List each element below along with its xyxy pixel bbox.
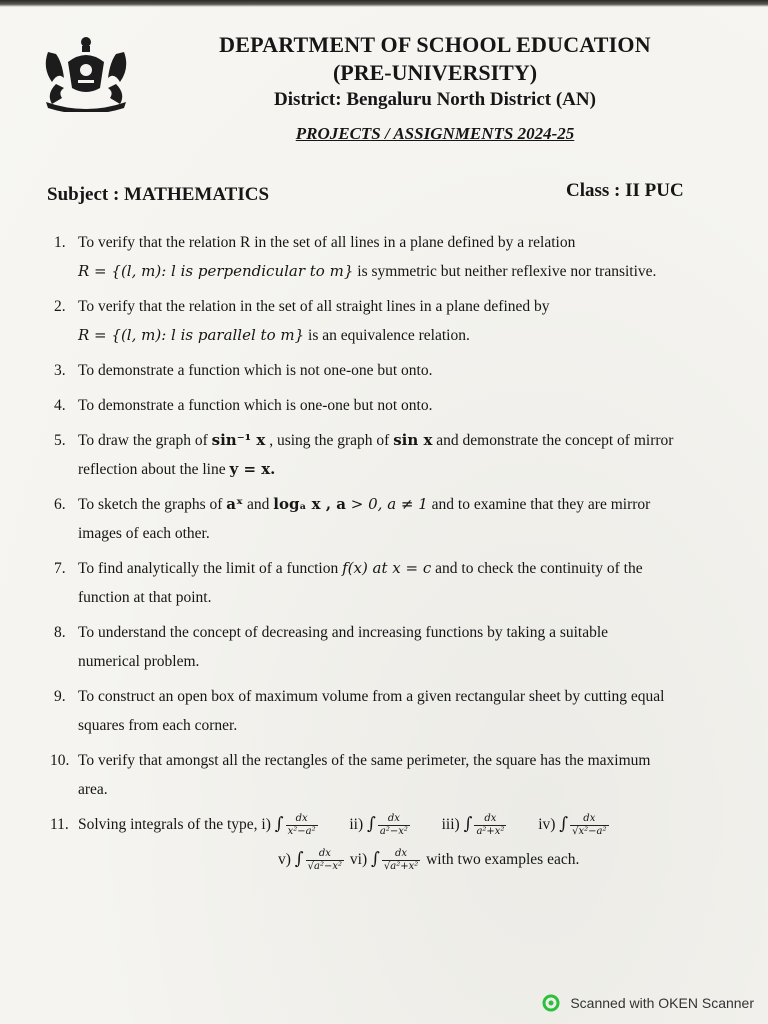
list-item (50, 391, 750, 420)
integral-fraction (474, 813, 506, 838)
denominator: x²−a² (287, 825, 316, 837)
integral-sign-icon: ∫ (367, 814, 376, 834)
math-expression: sin⁻¹ x (211, 431, 266, 449)
denominator: a²+x² (476, 825, 505, 837)
item-label: iii) (441, 816, 460, 833)
item-number: 10. (50, 752, 70, 769)
item-text: To sketch the graphs of (78, 496, 227, 513)
watermark-text: Scanned with OKEN Scanner (570, 995, 754, 1011)
wing-title: (PRE-UNIVERSITY) (332, 60, 538, 85)
list-item (50, 682, 750, 740)
item-label: iv) (538, 816, 556, 833)
department-title: DEPARTMENT OF SCHOOL EDUCATION (219, 32, 651, 57)
class-label: Class : II PUC (566, 180, 684, 201)
item-text: To understand the concept of decreasing and increasing functions by taking a suitable (78, 624, 609, 641)
list-item (50, 292, 750, 350)
integral-sign-icon: ∫ (463, 814, 473, 834)
item-label: vi) (349, 851, 368, 868)
item-text: Solving integrals of the type, i) (78, 816, 271, 833)
item-text: To verify that the relation in the set of all straight lines in a plane defined by (78, 298, 550, 315)
integral-sign-icon: ∫ (274, 814, 284, 834)
item-line-2 (78, 845, 750, 874)
denominator: √a²−x² (307, 860, 343, 872)
item-text: To demonstrate a function which is one-one but not onto. (78, 397, 433, 414)
math-expression: > 0, a ≠ 1 (346, 495, 428, 513)
list-item (50, 618, 750, 676)
item-text: To verify that amongst all the rectangles of the same perimeter, the square has the maximum (78, 752, 651, 769)
list-item (50, 810, 750, 874)
item-number: 4. (54, 397, 66, 414)
math-expression: y = x. (229, 460, 276, 478)
list-item (50, 746, 750, 804)
item-number: 6. (54, 496, 66, 513)
denominator: √a²+x² (383, 860, 419, 872)
integral-fraction (286, 813, 318, 838)
numerator: dx (570, 813, 608, 826)
item-number: 11. (50, 816, 69, 833)
item-number: 5. (54, 432, 66, 449)
integral-fraction (382, 848, 420, 873)
item-line-2 (78, 321, 750, 350)
item-label: ii) (349, 816, 364, 833)
item-number: 9. (54, 688, 66, 705)
list-item (50, 554, 750, 612)
item-number: 3. (54, 362, 66, 379)
item-line-2 (78, 257, 750, 286)
item-label: v) (278, 851, 291, 868)
list-item (50, 490, 750, 548)
district-title: District: Bengaluru North District (AN) (274, 89, 596, 110)
numerator: dx (286, 813, 318, 826)
item-line-2: function at that point. (78, 589, 212, 606)
karnataka-emblem-icon (38, 32, 134, 112)
denominator: a²−x² (379, 825, 408, 837)
integral-fraction (306, 848, 344, 873)
list-item (50, 356, 750, 385)
list-item (50, 228, 750, 286)
item-text: To construct an open box of maximum volume from a given rectangular sheet by cutting equal (78, 688, 665, 705)
item-text: To verify that the relation R in the set of all lines in a plane defined by a relation (78, 234, 576, 251)
item-number: 1. (54, 234, 66, 251)
item-text: and (243, 496, 274, 513)
item-text: To demonstrate a function which is not one-one but onto. (78, 362, 433, 379)
numerator: dx (378, 813, 410, 826)
document-header (150, 32, 720, 144)
item-line-2: squares from each corner. (78, 717, 238, 734)
item-text: and demonstrate the concept of mirror (432, 432, 674, 449)
item-line-2: images of each other. (78, 525, 210, 542)
item-text: , using the graph of (265, 432, 394, 449)
math-expression: f(x) at x = c (342, 559, 432, 577)
integral-sign-icon: ∫ (371, 849, 380, 869)
relation-expression: R = {(l, m): l is perpendicular to m} (78, 262, 354, 280)
denominator: √x²−a² (572, 825, 607, 837)
scanner-watermark (542, 994, 754, 1012)
numerator: dx (306, 848, 344, 861)
list-item (50, 426, 750, 484)
integral-fraction (570, 813, 608, 838)
item-line-2: numerical problem. (78, 653, 200, 670)
integral-fraction (378, 813, 410, 838)
item-text: and to check the continuity of the (431, 560, 643, 577)
scan-top-edge (0, 0, 768, 7)
math-expression: aˣ (226, 495, 244, 513)
item-number: 8. (54, 624, 66, 641)
subject-label: Subject : MATHEMATICS (47, 184, 270, 205)
oken-scanner-logo-icon (542, 994, 560, 1012)
document-title: PROJECTS / ASSIGNMENTS 2024-25 (295, 124, 575, 143)
assignment-list (50, 228, 750, 880)
integral-sign-icon: ∫ (559, 814, 569, 834)
numerator: dx (474, 813, 506, 826)
item-text: To find analytically the limit of a function (78, 560, 343, 577)
item-text: is an equivalence relation. (304, 327, 470, 344)
math-expression: logₐ x , a (273, 495, 347, 513)
item-text: To draw the graph of (78, 432, 212, 449)
math-expression: sin x (393, 431, 433, 449)
relation-expression: R = {(l, m): l is parallel to m} (78, 326, 305, 344)
integral-sign-icon: ∫ (294, 849, 304, 869)
numerator: dx (382, 848, 420, 861)
item-text: reflection about the line (78, 461, 230, 478)
item-text: is symmetric but neither reflexive nor transitive. (353, 263, 657, 280)
item-line-2 (78, 455, 750, 484)
item-text: and to examine that they are mirror (427, 496, 651, 513)
item-text: with two examples each. (422, 851, 580, 868)
item-line-2: area. (78, 781, 108, 798)
item-number: 2. (54, 298, 66, 315)
item-number: 7. (54, 560, 66, 577)
